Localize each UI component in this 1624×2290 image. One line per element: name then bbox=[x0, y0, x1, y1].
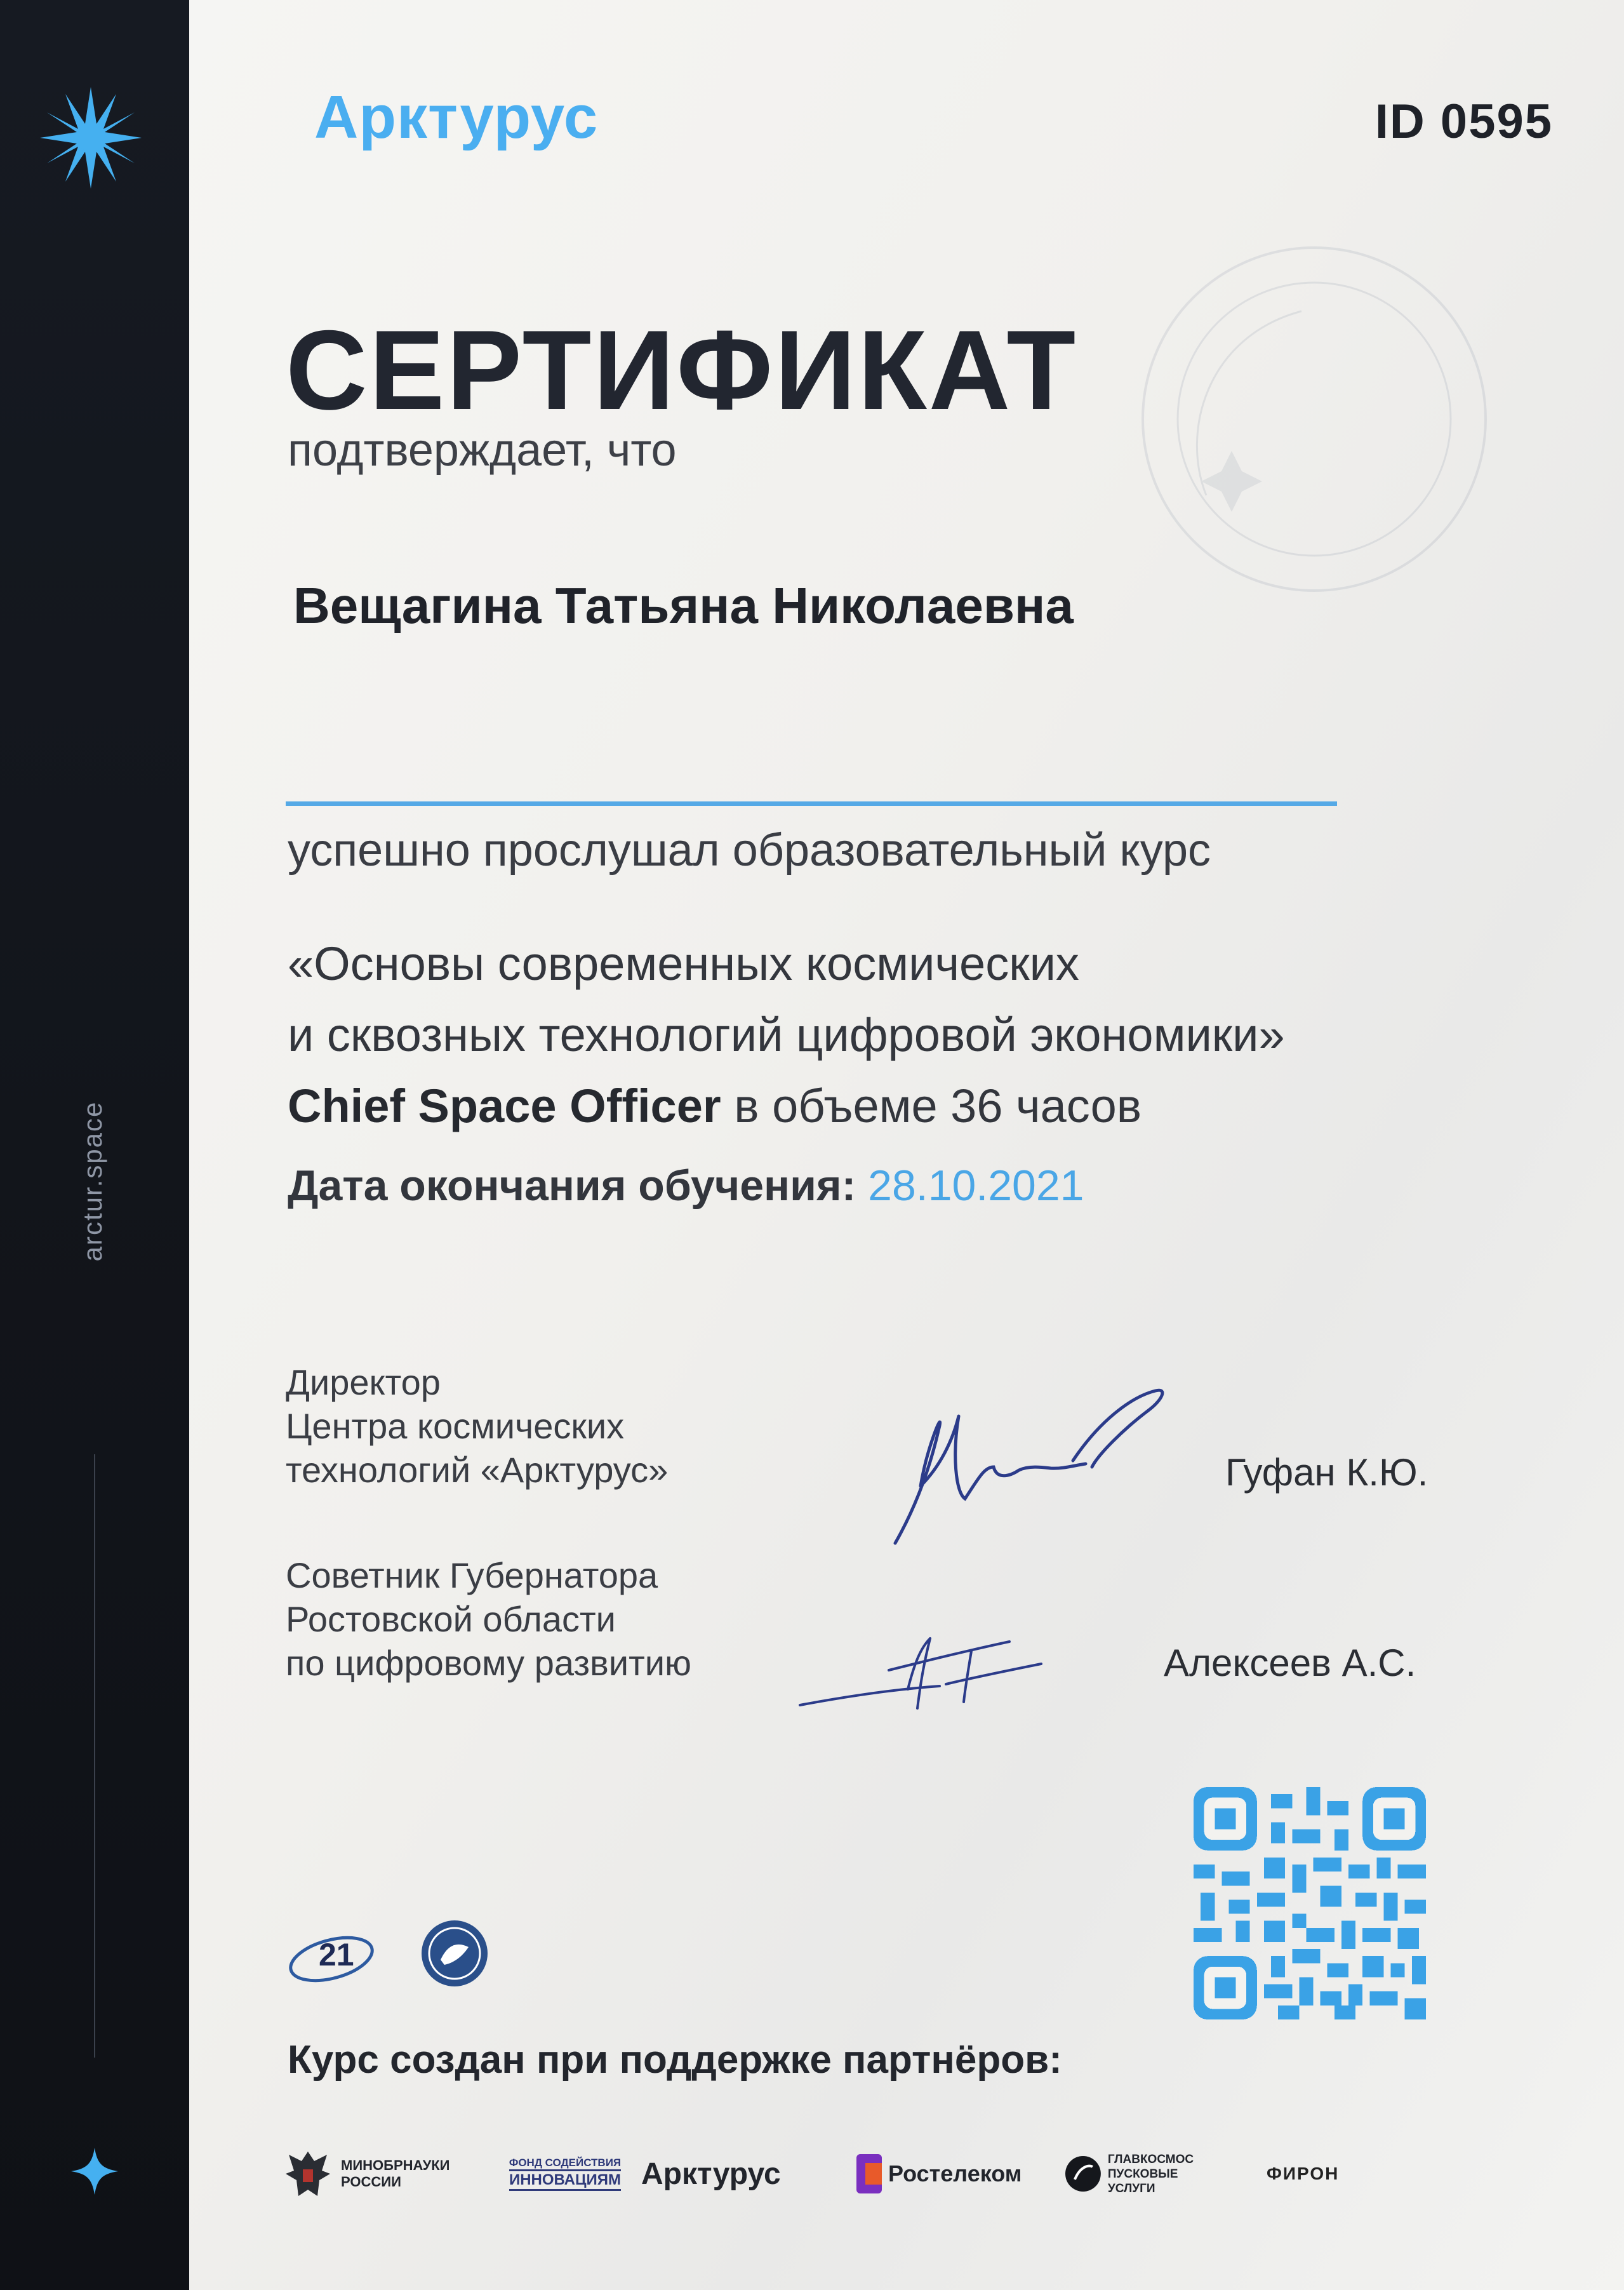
arkturus-logo: Арктурус bbox=[314, 83, 599, 151]
sidebar bbox=[0, 0, 189, 2290]
signer-role-advisor bbox=[286, 1553, 691, 1685]
fsi-line2: ИННОВАЦИЯМ bbox=[509, 2169, 621, 2191]
end-date-label: Дата окончания обучения: bbox=[288, 1162, 856, 1210]
glavkosmos-logo-icon bbox=[1063, 2154, 1103, 2193]
certificate-subtitle: подтверждает, что bbox=[288, 425, 677, 476]
glavkosmos-line1: ГЛАВКОСМОС bbox=[1107, 2152, 1194, 2166]
completion-text: успешно прослушал образовательный курс bbox=[288, 825, 1211, 876]
signer-role-director bbox=[286, 1360, 668, 1492]
partner-minobrnauki bbox=[283, 2139, 467, 2209]
name-underline bbox=[286, 801, 1337, 806]
course-title-line1: «Основы современных космических bbox=[288, 937, 1079, 990]
stamp-watermark bbox=[1136, 241, 1492, 597]
recipient-name: Вещагина Татьяна Николаевна bbox=[293, 577, 1074, 634]
partner-arkturus: Арктурус bbox=[641, 2157, 781, 2191]
end-date-line bbox=[288, 1161, 1084, 1210]
partners-logos bbox=[283, 2139, 1463, 2209]
glavkosmos-label bbox=[1108, 2152, 1228, 2196]
role-line: по цифровому развитию bbox=[286, 1643, 691, 1683]
website-url: arctur.space bbox=[77, 1101, 107, 1262]
glavkosmos-line2: ПУСКОВЫЕ УСЛУГИ bbox=[1107, 2167, 1178, 2195]
end-date-value: 28.10.2021 bbox=[868, 1162, 1084, 1210]
minobr-line1: МИНОБРНАУКИ bbox=[341, 2157, 450, 2173]
minobr-label bbox=[341, 2157, 450, 2190]
partner-fsi bbox=[492, 2139, 638, 2209]
course-title-line2: и сквозных технологий цифровой экономики» bbox=[288, 1008, 1285, 1061]
certificate-id: ID 0595 bbox=[1374, 95, 1553, 149]
partner-glavkosmos bbox=[1063, 2139, 1228, 2209]
signer-name-advisor: Алексеев А.С. bbox=[1164, 1642, 1416, 1684]
role-line: Директор bbox=[286, 1362, 441, 1402]
course-block bbox=[288, 928, 1285, 1142]
rostelecom-label: Ростелеком bbox=[888, 2160, 1022, 2186]
certificate-title: СЕРТИФИКАТ bbox=[286, 307, 1078, 433]
course-program-line bbox=[288, 1071, 1285, 1142]
signer-name-director: Гуфан К.Ю. bbox=[1225, 1451, 1428, 1494]
minobr-line2: РОССИИ bbox=[341, 2174, 401, 2190]
star-icon bbox=[37, 84, 145, 192]
double-eagle-icon bbox=[283, 2145, 333, 2202]
fsi-line1: ФОНД СОДЕЙСТВИЯ bbox=[509, 2157, 622, 2169]
partner-rostelecom bbox=[854, 2139, 1032, 2209]
21-emblem-icon bbox=[286, 1921, 378, 1996]
role-line: Ростовской области bbox=[286, 1599, 616, 1639]
signature-director bbox=[882, 1372, 1187, 1562]
role-line: технологий «Арктурус» bbox=[286, 1450, 669, 1490]
diamond-icon bbox=[71, 2148, 118, 2195]
partners-title: Курс создан при поддержке партнёров: bbox=[288, 2038, 1062, 2082]
role-line: Советник Губернатора bbox=[286, 1555, 658, 1595]
signature-advisor bbox=[794, 1613, 1086, 1727]
sidebar-divider bbox=[94, 1454, 95, 2058]
role-line: Центра космических bbox=[286, 1406, 625, 1446]
round-seal-icon bbox=[419, 1918, 490, 1989]
qr-code[interactable] bbox=[1194, 1787, 1426, 2019]
svg-text:21: 21 bbox=[319, 1937, 354, 1972]
partner-firon: ФИРОН bbox=[1267, 2164, 1340, 2183]
rostelecom-logo-icon bbox=[854, 2152, 884, 2196]
course-volume: в объеме 36 часов bbox=[734, 1080, 1142, 1132]
course-program: Chief Space Officer bbox=[288, 1080, 721, 1132]
